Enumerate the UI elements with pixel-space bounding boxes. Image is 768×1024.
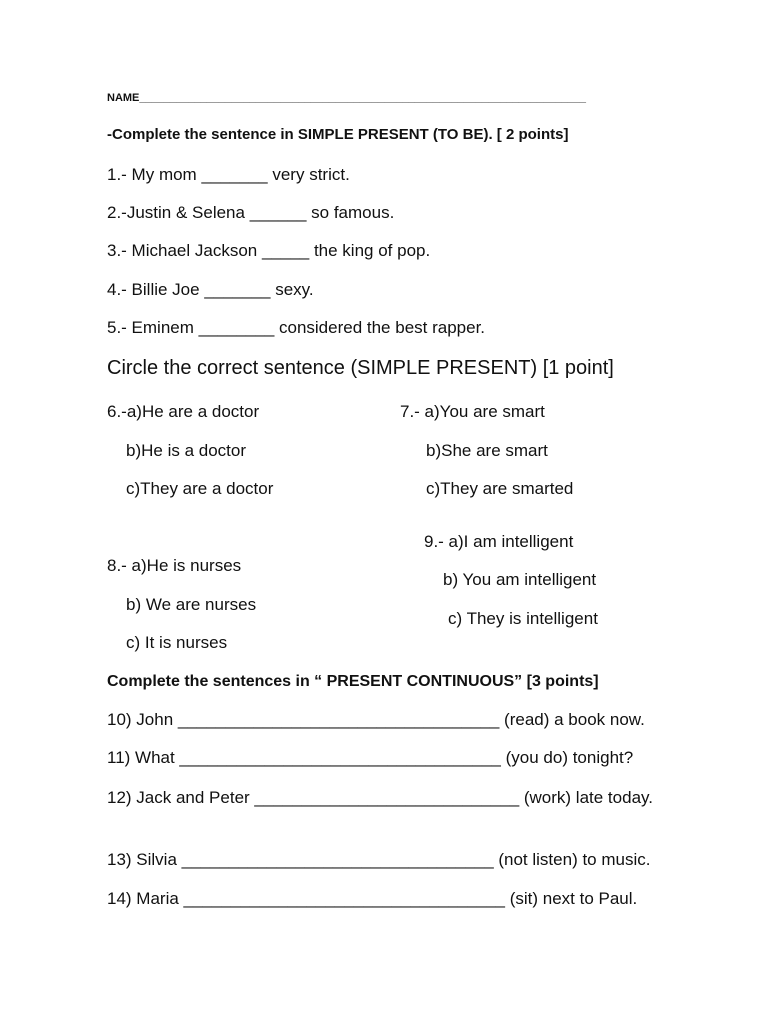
question-6-option-c: c)They are a doctor	[126, 479, 274, 498]
question-12: 12) Jack and Peter ____________________________ (work) late today.	[107, 788, 653, 807]
question-5: 5.- Eminem ________ considered the best rapper.	[107, 318, 486, 337]
question-9-option-a: 9.- a)I am intelligent	[424, 532, 574, 551]
question-8-option-a: 8.- a)He is nurses	[107, 556, 242, 575]
question-6-option-b: b)He is a doctor	[126, 441, 246, 460]
question-3: 3.- Michael Jackson _____ the king of pop.	[107, 241, 431, 260]
question-2: 2.-Justin & Selena ______ so famous.	[107, 203, 395, 222]
question-1: 1.- My mom _______ very strict.	[107, 165, 350, 184]
question-10: 10) John __________________________________ (read) a book now.	[107, 710, 645, 729]
name-field: NAME_________________________________________________________________________	[107, 92, 586, 104]
question-4: 4.- Billie Joe _______ sexy.	[107, 280, 314, 299]
question-11: 11) What __________________________________ (you do) tonight?	[107, 748, 634, 767]
section2-heading: Circle the correct sentence (SIMPLE PRESENT) [1 point]	[107, 357, 614, 379]
question-7-option-b: b)She are smart	[426, 441, 548, 460]
question-9-option-c: c) They is intelligent	[448, 609, 598, 628]
question-8-option-b: b) We are nurses	[126, 595, 257, 614]
section1-heading: -Complete the sentence in SIMPLE PRESENT (TO BE). [ 2 points]	[107, 126, 569, 143]
question-13: 13) Silvia _________________________________ (not listen) to music.	[107, 850, 651, 869]
question-7-option-c: c)They are smarted	[426, 479, 574, 498]
question-6-option-a: 6.-a)He are a doctor	[107, 402, 260, 421]
question-14: 14) Maria __________________________________ (sit) next to Paul.	[107, 889, 638, 908]
question-9-option-b: b) You am intelligent	[443, 570, 597, 589]
section3-heading: Complete the sentences in “ PRESENT CONTINUOUS” [3 points]	[107, 673, 599, 690]
question-8-option-c: c) It is nurses	[126, 633, 228, 652]
question-7-option-a: 7.- a)You are smart	[400, 402, 545, 421]
